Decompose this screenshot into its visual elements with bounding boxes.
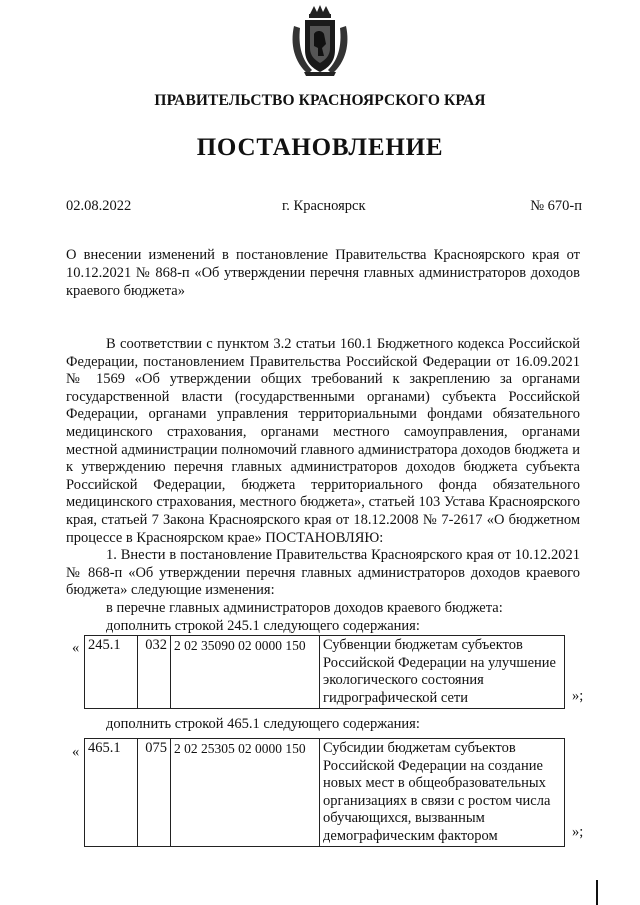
income-description: Субсидии бюджетам субъектов Российской Федерации на создание новых мест в общеобразовательных организациях в связи с ростом числа обучающихся, вызванным демографическим фактором [320, 739, 565, 847]
resolution-item-1: 1. Внести в постановление Правительства Красноярского края от 10.12.2021 № 868-п «Об утверждении перечня главных администраторов доходов краевого бюджета» следующие изменения: [66, 547, 580, 599]
coat-of-arms-icon [288, 4, 352, 78]
preamble-paragraph: В соответствии с пунктом 3.2 статьи 160.1 Бюджетного кодекса Российской Федерации, постановлением Правительства Российской Федерации от 16.09.2021 № 1569 «Об утверждении общих требований к закреплению за органами государственной власти (государственными органами) субъекта Российской Федерации, органами управления территориальными фондами обязательного медицинского страхования, органами местного самоуправления, органами местной администрации полномочий главного администратора доходов бюджета и к утверждению перечня главных администраторов доходов бюджета субъекта Российской Федерации, бюджета территориального фонда обязательного медицинского страхования, местного бюджета», статьей 103 Устава Красноярского края, статьей 7 Закона Красноярского края от 18.12.2008 № 7-2617 «О бюджетном процессе в Красноярском крае» ПОСТАНОВЛЯЮ: [66, 336, 580, 546]
quote-open: « [72, 744, 80, 760]
document-number: № 670-п [530, 198, 582, 214]
quote-open: « [72, 640, 80, 656]
document-body [66, 336, 580, 635]
document-type: ПОСТАНОВЛЕНИЕ [196, 134, 444, 161]
income-row-table [84, 738, 565, 847]
document-city: г. Красноярск [282, 198, 366, 214]
admin-code: 075 [138, 739, 171, 847]
amendment-2-intro: дополнить строкой 465.1 следующего содержания: [106, 716, 420, 732]
income-code: 2 02 35090 02 0000 150 [171, 636, 320, 709]
income-description: Субвенции бюджетам субъектов Российской Федерации на улучшение экологического состояния гидрографической сети [320, 636, 565, 709]
government-name: ПРАВИТЕЛЬСТВО КРАСНОЯРСКОГО КРАЯ [154, 92, 486, 109]
table-row [85, 739, 565, 847]
amendment-1-intro: дополнить строкой 245.1 следующего содержания: [106, 617, 420, 634]
document-date: 02.08.2022 [66, 198, 132, 214]
row-number: 245.1 [85, 636, 138, 709]
table-row [85, 636, 565, 709]
scan-edge-mark [596, 880, 598, 905]
admin-code: 032 [138, 636, 171, 709]
income-row-table [84, 635, 565, 709]
income-code: 2 02 25305 02 0000 150 [171, 739, 320, 847]
quote-close: »; [572, 688, 584, 704]
list-intro: в перечне главных администраторов доходов краевого бюджета: [106, 599, 503, 616]
document-subject: О внесении изменений в постановление Правительства Красноярского края от 10.12.2021 № 868-п «Об утверждении перечня главных администраторов доходов краевого бюджета» [66, 247, 580, 299]
row-number: 465.1 [85, 739, 138, 847]
quote-close: »; [572, 824, 584, 840]
